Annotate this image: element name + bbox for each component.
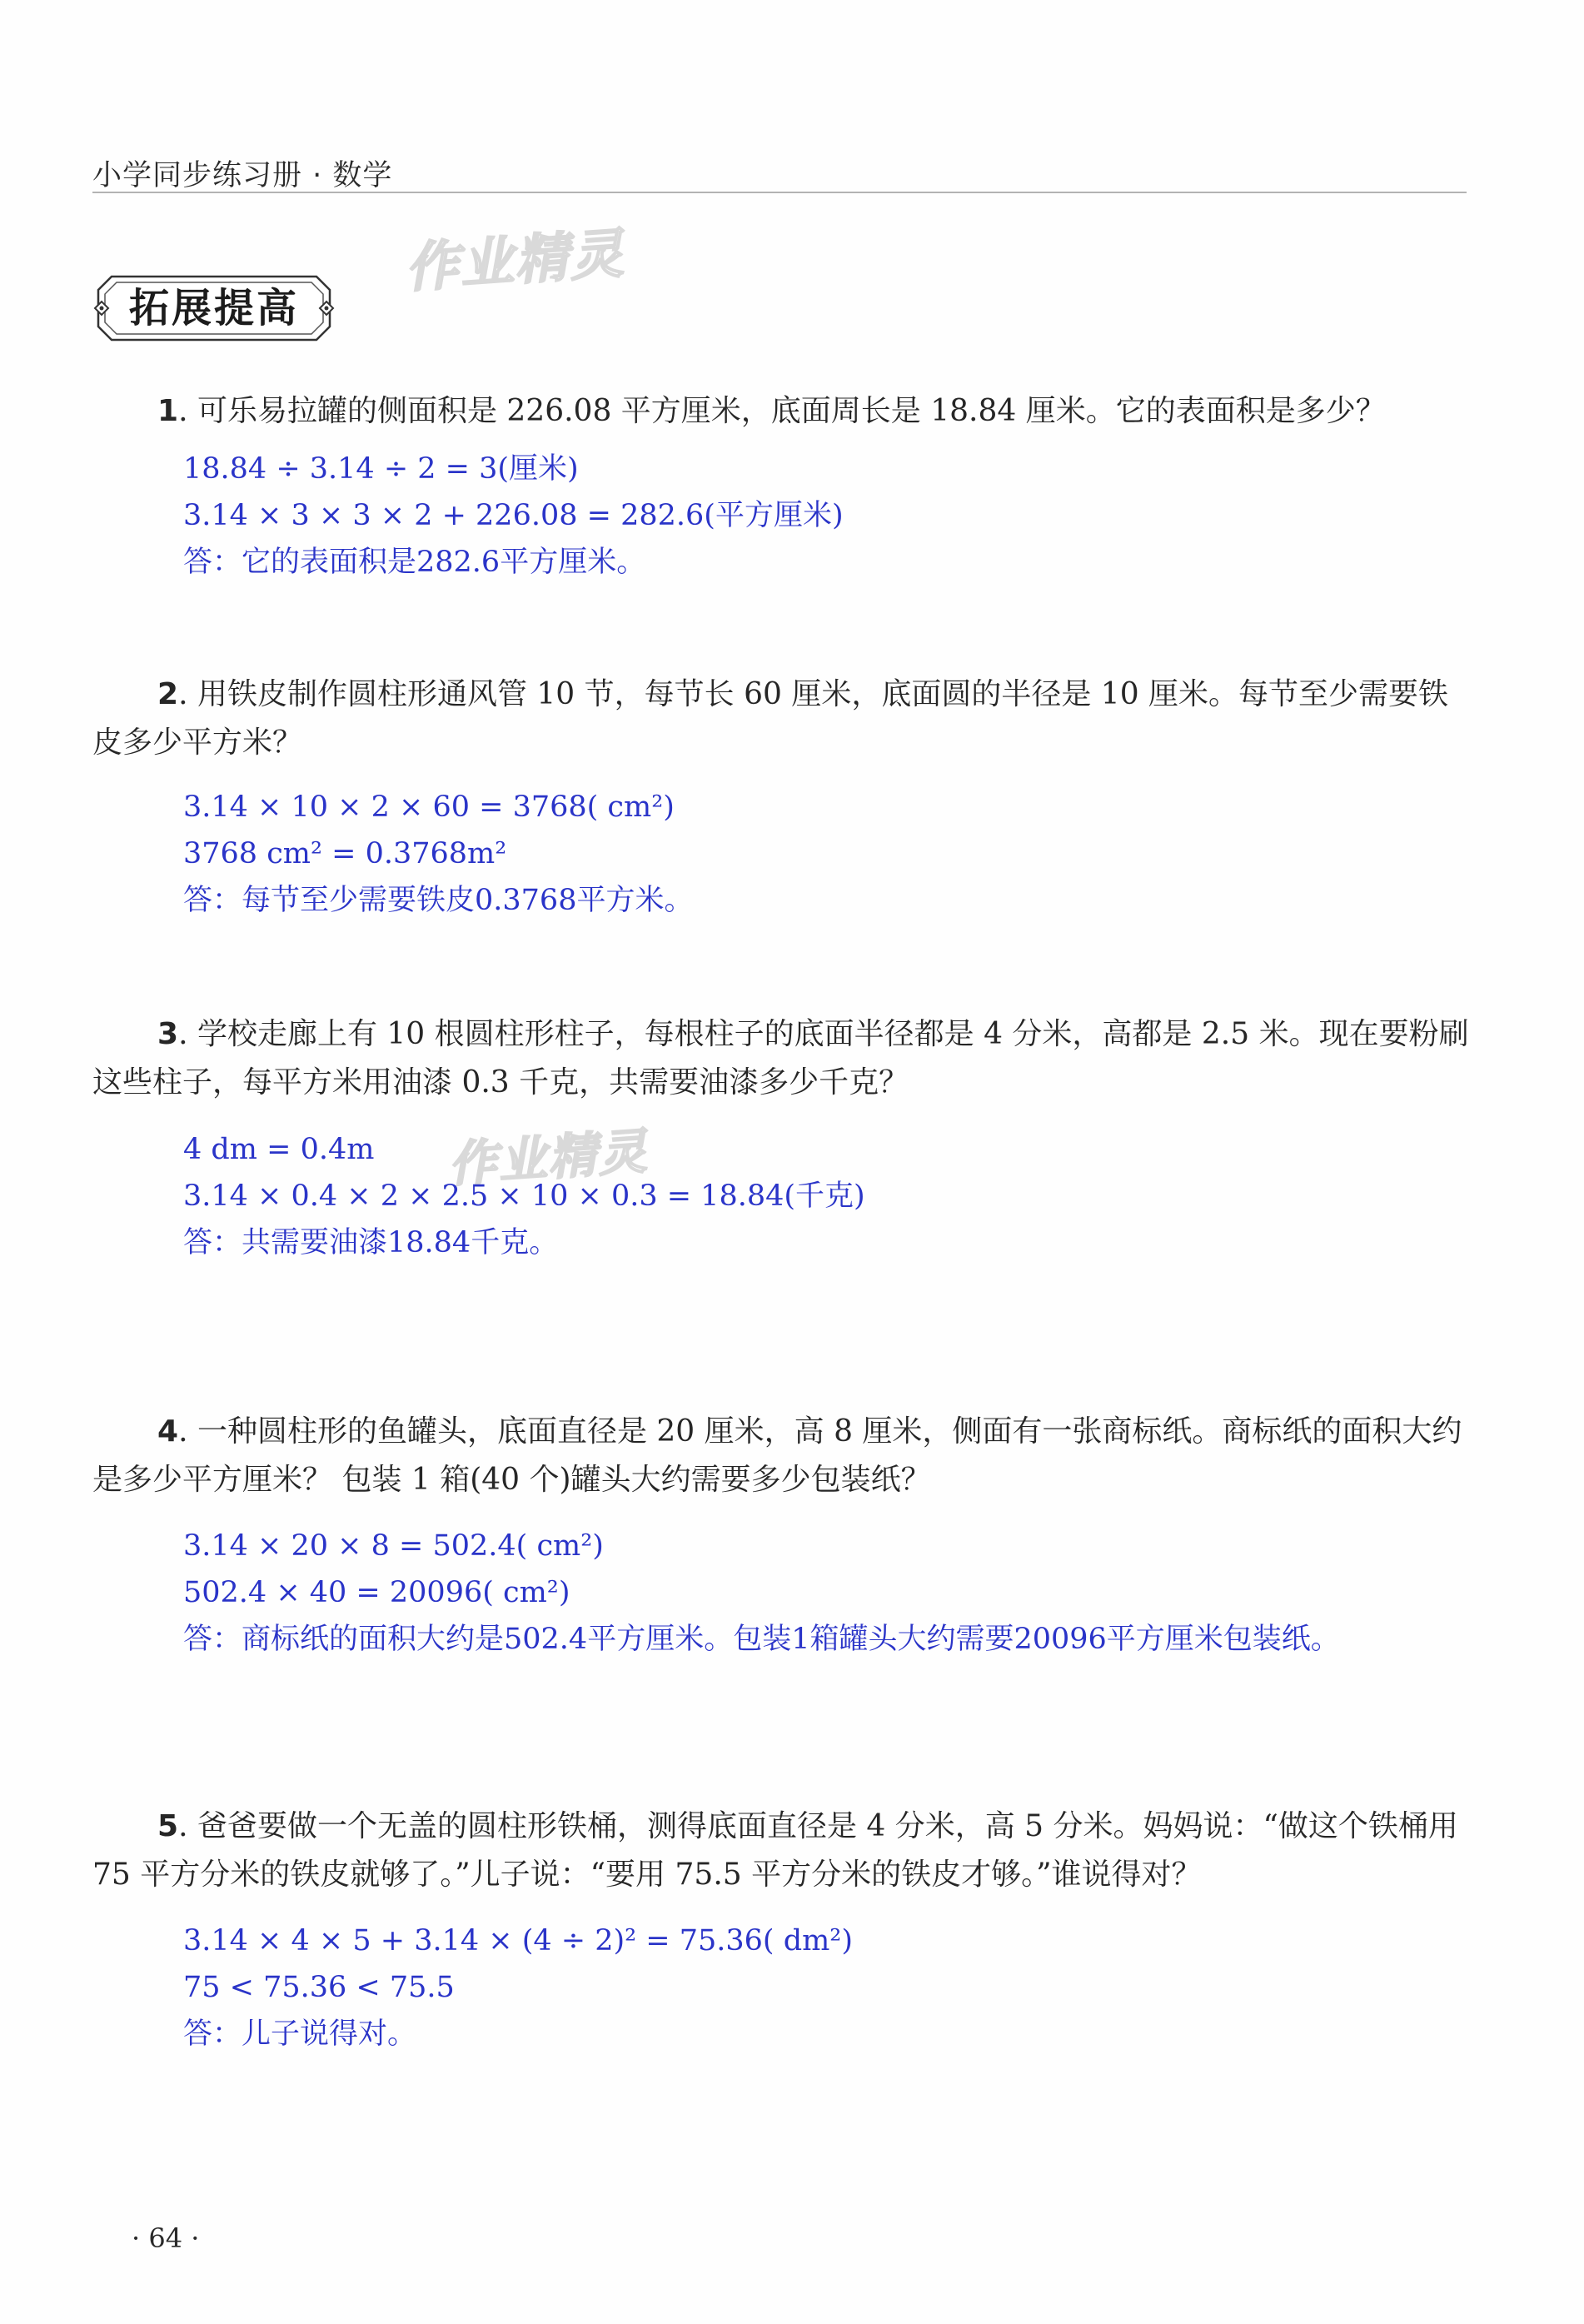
header-divider — [92, 192, 1467, 193]
problem-4 — [92, 1408, 1475, 1504]
answer-line: 3768 cm² = 0.3768m² — [183, 837, 507, 870]
answer-line: 答：共需要油漆18.84千克。 — [183, 1226, 559, 1259]
problem-text: . 可乐易拉罐的侧面积是 226.08 平方厘米，底面周长是 18.84 厘米。它的表面积是多少？ — [178, 394, 1386, 428]
answer-line: 3.14 × 0.4 × 2 × 2.5 × 10 × 0.3 = 18.84(千克) — [183, 1179, 865, 1213]
answer-3 — [183, 1126, 865, 1266]
answer-line: 3.14 × 10 × 2 × 60 = 3768( cm²) — [183, 790, 675, 824]
answer-line: 18.84 ÷ 3.14 ÷ 2 = 3(厘米) — [183, 452, 579, 486]
watermark-logo: 作业精灵 — [446, 1122, 650, 1194]
problem-number: 1 — [157, 394, 179, 428]
problem-number: 2 — [157, 677, 179, 711]
answer-line: 75 < 75.36 < 75.5 — [183, 1971, 455, 2004]
answer-5 — [183, 1918, 853, 2057]
answer-line: 3.14 × 20 × 8 = 502.4( cm²) — [183, 1529, 604, 1563]
problem-3 — [92, 1010, 1475, 1107]
problem-number: 4 — [157, 1414, 179, 1449]
problem-text: . 用铁皮制作圆柱形通风管 10 节，每节长 60 厘米，底面圆的半径是 10 厘米。每节至少需要铁皮多少平方米？ — [92, 677, 1449, 760]
answer-4 — [183, 1523, 1340, 1663]
page-number: · 64 · — [132, 2222, 200, 2254]
answer-line: 4 dm = 0.4m — [183, 1133, 375, 1166]
section-banner — [93, 272, 335, 345]
problem-text: . 学校走廊上有 10 根圆柱形柱子，每根柱子的底面半径都是 4 分米，高都是 2.5 米。现在要粉刷这些柱子，每平方米用油漆 0.3 千克，共需要油漆多少千克？ — [92, 1017, 1469, 1100]
answer-line: 3.14 × 4 × 5 + 3.14 × (4 ÷ 2)² = 75.36( dm²) — [183, 1924, 853, 1957]
answer-line: 答：商标纸的面积大约是502.4平方厘米。包装1箱罐头大约需要20096平方厘米包装纸。 — [183, 1623, 1340, 1656]
answer-line: 3.14 × 3 × 3 × 2 + 226.08 = 282.6(平方厘米) — [183, 499, 844, 532]
watermark-logo: 作业精灵 — [403, 222, 627, 301]
answer-line: 502.4 × 40 = 20096( cm²) — [183, 1576, 570, 1609]
problem-number: 5 — [157, 1809, 179, 1843]
problem-number: 3 — [157, 1017, 179, 1051]
problem-text: . 爸爸要做一个无盖的圆柱形铁桶，测得底面直径是 4 分米，高 5 分米。妈妈说：“做这个铁桶用 75 平方分米的铁皮就够了。”儿子说：“要用 75.5 平方分米的铁皮才够。”谁说得对？ — [92, 1809, 1458, 1892]
problem-2 — [92, 671, 1475, 767]
answer-line: 答：每节至少需要铁皮0.3768平方米。 — [183, 884, 694, 917]
answer-line: 答：它的表面积是282.6平方厘米。 — [183, 546, 646, 579]
problem-text: . 一种圆柱形的鱼罐头，底面直径是 20 厘米，高 8 厘米，侧面有一张商标纸。商标纸的面积大约是多少平方厘米？ 包装 1 箱(40 个)罐头大约需要多少包装纸？ — [92, 1414, 1462, 1497]
page-header-title: 小学同步练习册 · 数学 — [92, 159, 393, 192]
problem-1 — [92, 387, 1475, 436]
section-title: 拓展提高 — [128, 285, 299, 332]
answer-2 — [183, 784, 693, 924]
answer-line: 答：儿子说得对。 — [183, 2017, 417, 2051]
answer-1 — [183, 446, 844, 586]
problem-5 — [92, 1803, 1475, 1899]
